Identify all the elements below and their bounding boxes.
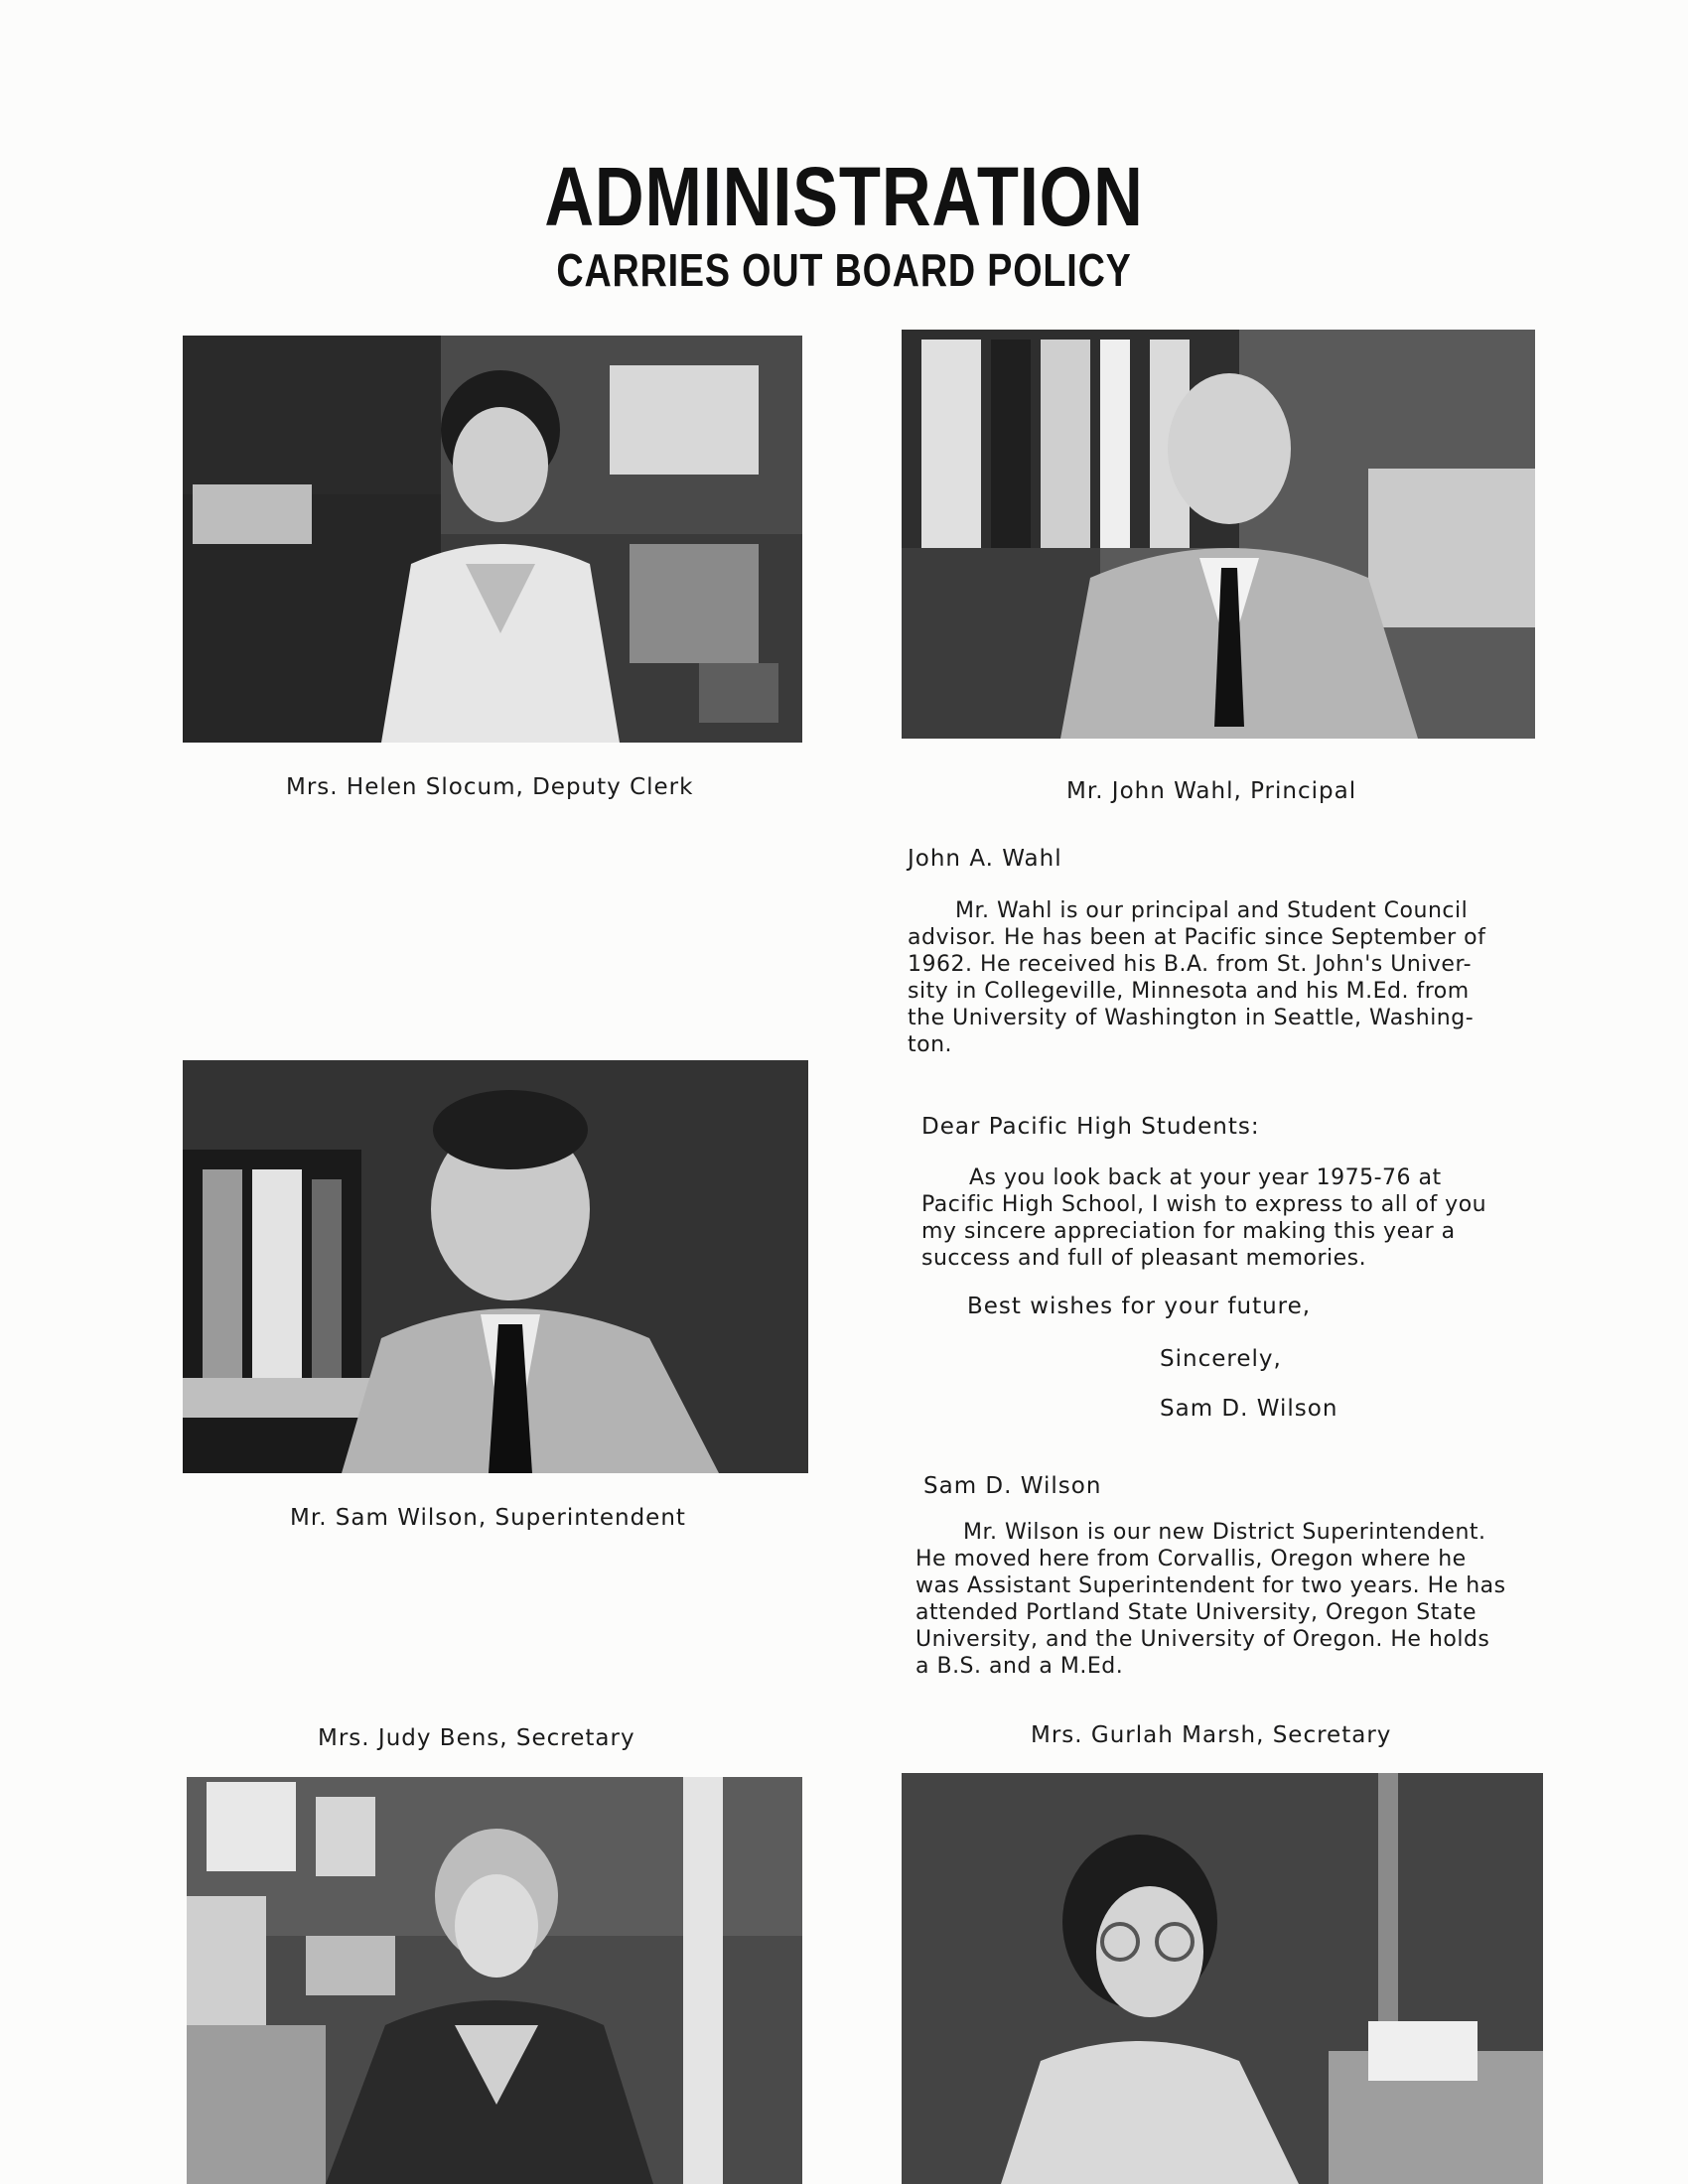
photo-john-wahl-image <box>902 330 1535 739</box>
wilson-bio-line: University, and the University of Oregon. He holds <box>915 1627 1490 1652</box>
caption-judy-bens: Mrs. Judy Bens, Secretary <box>318 1725 635 1751</box>
wilson-bio-line: a B.S. and a M.Ed. <box>915 1654 1124 1679</box>
wahl-bio-line: the University of Washington in Seattle, Washing- <box>908 1006 1475 1030</box>
letter-body <box>921 1164 1557 1272</box>
photo-helen-slocum-image <box>183 336 802 743</box>
photo-helen-slocum <box>183 336 802 743</box>
photo-judy-bens-image <box>187 1777 802 2184</box>
wilson-bio-line: Mr. Wilson is our new District Superintendent. <box>963 1520 1486 1545</box>
wilson-bio-line: was Assistant Superintendent for two years. He has <box>915 1573 1506 1598</box>
photo-gurlah-marsh-image <box>902 1773 1543 2184</box>
wahl-bio-line: Mr. Wahl is our principal and Student Council <box>955 898 1469 923</box>
wahl-bio-line: 1962. He received his B.A. from St. John's Univer- <box>908 952 1473 977</box>
wahl-bio-line: sity in Collegeville, Minnesota and his M.Ed. from <box>908 979 1470 1004</box>
wahl-bio-line: advisor. He has been at Pacific since September of <box>908 925 1486 950</box>
letter-signature: Sam D. Wilson <box>1160 1396 1338 1422</box>
page-subtitle: CARRIES OUT BOARD POLICY <box>556 244 1132 296</box>
wahl-bio-name: John A. Wahl <box>908 846 1062 872</box>
photo-john-wahl <box>902 330 1535 739</box>
wilson-bio-name: Sam D. Wilson <box>923 1473 1102 1499</box>
photo-sam-wilson-image <box>183 1060 808 1473</box>
caption-helen-slocum: Mrs. Helen Slocum, Deputy Clerk <box>286 774 694 800</box>
letter-wishes: Best wishes for your future, <box>967 1294 1312 1319</box>
photo-judy-bens <box>187 1777 802 2184</box>
photo-gurlah-marsh <box>902 1773 1543 2184</box>
letter-closing: Sincerely, <box>1160 1346 1282 1372</box>
page-title: ADMINISTRATION <box>544 150 1144 243</box>
wahl-bio-line: ton. <box>908 1032 953 1057</box>
wilson-bio-line: attended Portland State University, Oregon State <box>915 1600 1477 1625</box>
wahl-bio-text <box>908 897 1543 1058</box>
letter-line: my sincere appreciation for making this year a <box>921 1219 1456 1244</box>
caption-john-wahl: Mr. John Wahl, Principal <box>1066 778 1357 804</box>
photo-sam-wilson <box>183 1060 808 1473</box>
letter-line: As you look back at your year 1975-76 at <box>969 1165 1442 1190</box>
letter-line: success and full of pleasant memories. <box>921 1246 1367 1271</box>
wilson-bio-line: He moved here from Corvallis, Oregon where he <box>915 1547 1467 1571</box>
wilson-bio-text <box>915 1519 1551 1680</box>
caption-gurlah-marsh: Mrs. Gurlah Marsh, Secretary <box>1031 1722 1392 1748</box>
caption-sam-wilson: Mr. Sam Wilson, Superintendent <box>290 1505 686 1531</box>
letter-line: Pacific High School, I wish to express to all of you <box>921 1192 1487 1217</box>
letter-salutation: Dear Pacific High Students: <box>921 1114 1260 1140</box>
